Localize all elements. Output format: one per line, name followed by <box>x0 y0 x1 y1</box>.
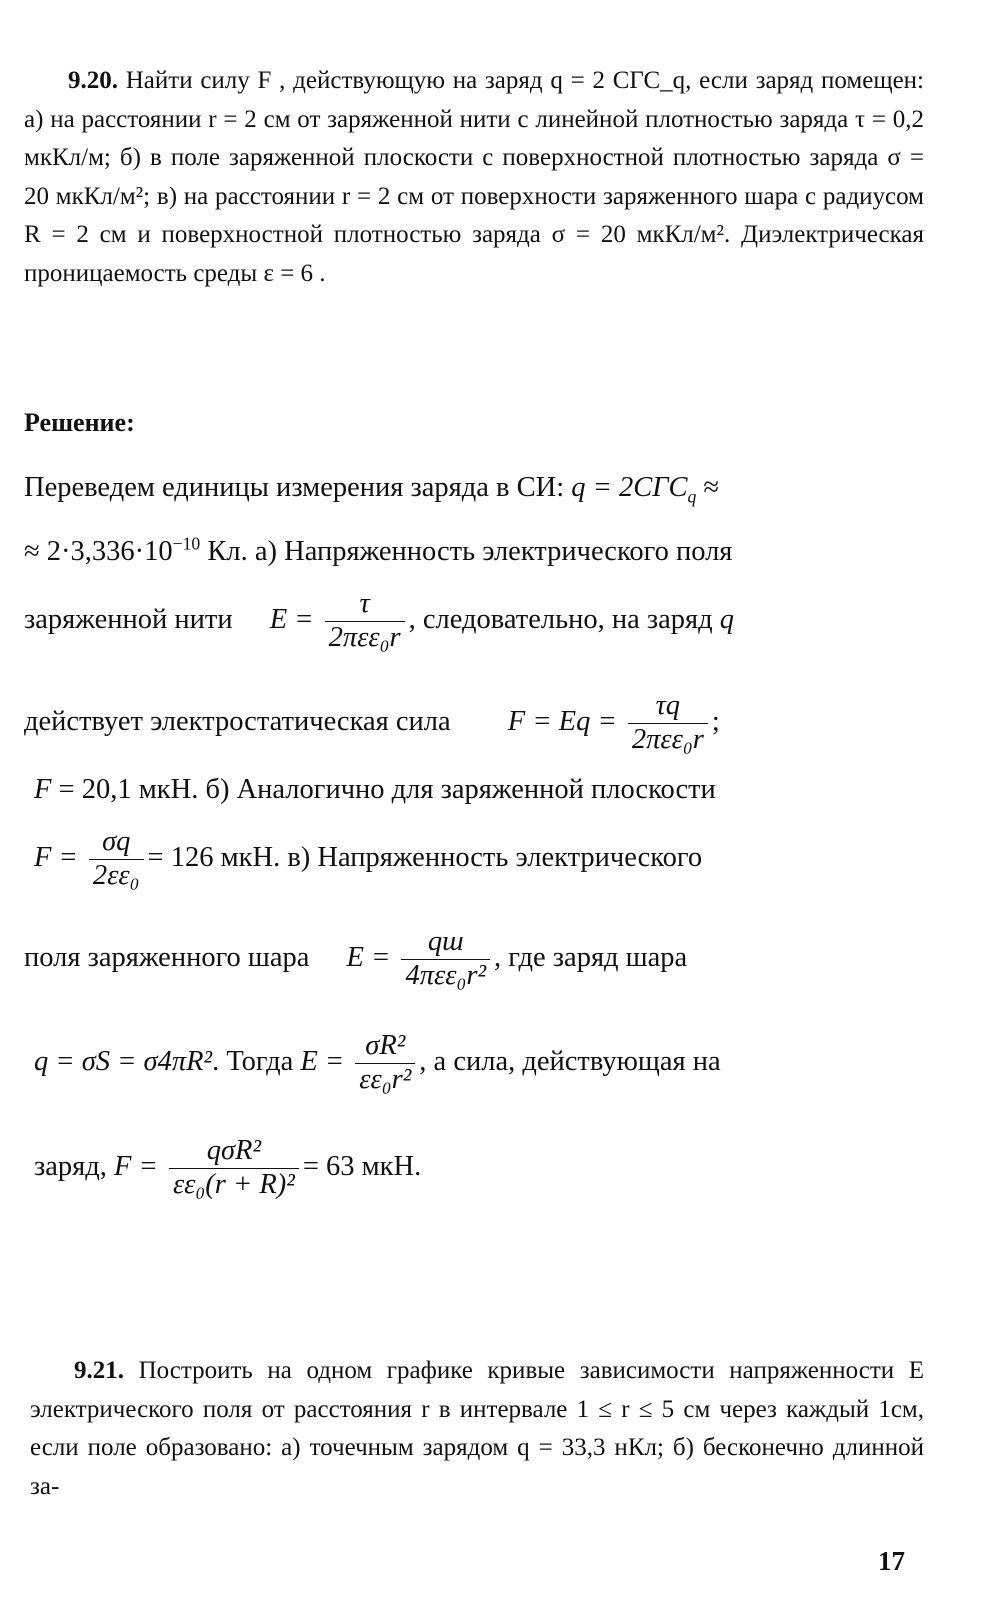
solution-line-8 <box>24 1030 924 1097</box>
denominator: 2εε₀ <box>92 859 140 891</box>
solution-line-3 <box>24 588 924 655</box>
text: заряд, <box>34 1150 107 1182</box>
denominator: εε₀(r + R)² <box>172 1168 295 1200</box>
text: , следовательно, на заряд <box>408 603 713 635</box>
fraction <box>169 1135 299 1202</box>
problem-number: 9.21. <box>74 1357 124 1384</box>
problem-9-21 <box>30 1352 924 1506</box>
symbol: F <box>34 774 52 805</box>
fraction <box>325 588 405 655</box>
text: поля заряженного шара <box>24 941 310 973</box>
text: = 20,1 мкН. б) Аналогично для заряженной плоскости <box>51 774 716 805</box>
problem-text: Найти силу F , действующую на заряд q = 2 СГС_q, если заряд помещен: а) на расстоянии r = 2 см от заряженной нити с линейной плотностью заряда τ = 0,2 мкКл/м; б) в поле заряженной плоскости с поверхностной плотностью заряда σ = 20 мкКл/м²; в) на расстоянии r = 2 см от поверхности заряженного шара с радиусом R = 2 см и поверхностной плотностью заряда σ = 20 мкКл/м². Диэлектрическая проницаемость среды ε = 6 . <box>24 67 925 287</box>
text: ; <box>711 705 720 737</box>
fraction <box>355 1030 415 1097</box>
problem-text: Построить на одном графике кривые зависимости напряженности E электрического поля от расстояния r в интервале 1 ≤ r ≤ 5 см через каждый 1см, если поле образовано: а) точечным зарядом q = 33,3 нКл; б) бесконечно длинной за- <box>30 1357 925 1500</box>
fraction <box>401 926 490 993</box>
numerator: τq <box>628 690 708 724</box>
text: , а сила, действующая на <box>419 1045 721 1077</box>
denominator: 4πεε₀r² <box>405 959 486 991</box>
formula: q = σS = σ4πR² <box>34 1045 213 1077</box>
text: = 63 мкН. <box>302 1150 422 1182</box>
solution-line-4 <box>24 690 924 757</box>
problem-number: 9.20. <box>68 67 118 94</box>
page-number: 17 <box>878 1546 905 1576</box>
problem-9-20 <box>24 62 924 293</box>
solution-line-6 <box>24 826 924 893</box>
symbol: q <box>719 603 734 635</box>
formula: q = 2СГС <box>571 472 688 503</box>
numerator: σq <box>89 826 144 860</box>
equation-lhs: F = <box>34 841 78 873</box>
solution-line-1 <box>24 472 924 507</box>
text: Кл. а) Напряженность электрического поля <box>200 536 733 567</box>
solution-line-5 <box>24 774 924 806</box>
equation-lhs: E = <box>269 603 314 635</box>
numerator: qш <box>401 926 490 960</box>
solution-heading: Решение: <box>24 408 135 437</box>
text: Переведем единицы измерения заряда в СИ: <box>24 472 565 503</box>
solution-line-2 <box>24 533 924 568</box>
fraction <box>89 826 144 893</box>
text: действует электростатическая сила <box>24 705 451 737</box>
solution-line-7 <box>24 926 924 993</box>
denominator: 2πεε₀r <box>631 723 704 755</box>
approx-sign: ≈ <box>696 472 720 503</box>
denominator: 2πεε₀r <box>328 621 401 653</box>
formula: ≈ 2·3,336·10 <box>24 536 173 567</box>
text: заряженной нити <box>24 603 233 635</box>
numerator: τ <box>325 588 405 622</box>
text: , где заряд шара <box>494 941 688 973</box>
equation-lhs: F = <box>114 1150 158 1182</box>
text: = 126 мкН. в) Напряженность электрического <box>147 841 703 873</box>
equation-lhs: E = <box>346 941 391 973</box>
text: . Тогда <box>212 1045 294 1077</box>
denominator: εε₀r² <box>359 1063 412 1095</box>
exponent: −10 <box>172 533 201 554</box>
equation-lhs: F = Eq = <box>507 705 617 737</box>
numerator: qσR² <box>169 1135 299 1169</box>
subscript: q <box>687 486 697 507</box>
fraction <box>628 690 708 757</box>
equation-lhs: E = <box>300 1045 345 1077</box>
solution-line-9 <box>24 1135 924 1202</box>
numerator: σR² <box>355 1030 415 1064</box>
